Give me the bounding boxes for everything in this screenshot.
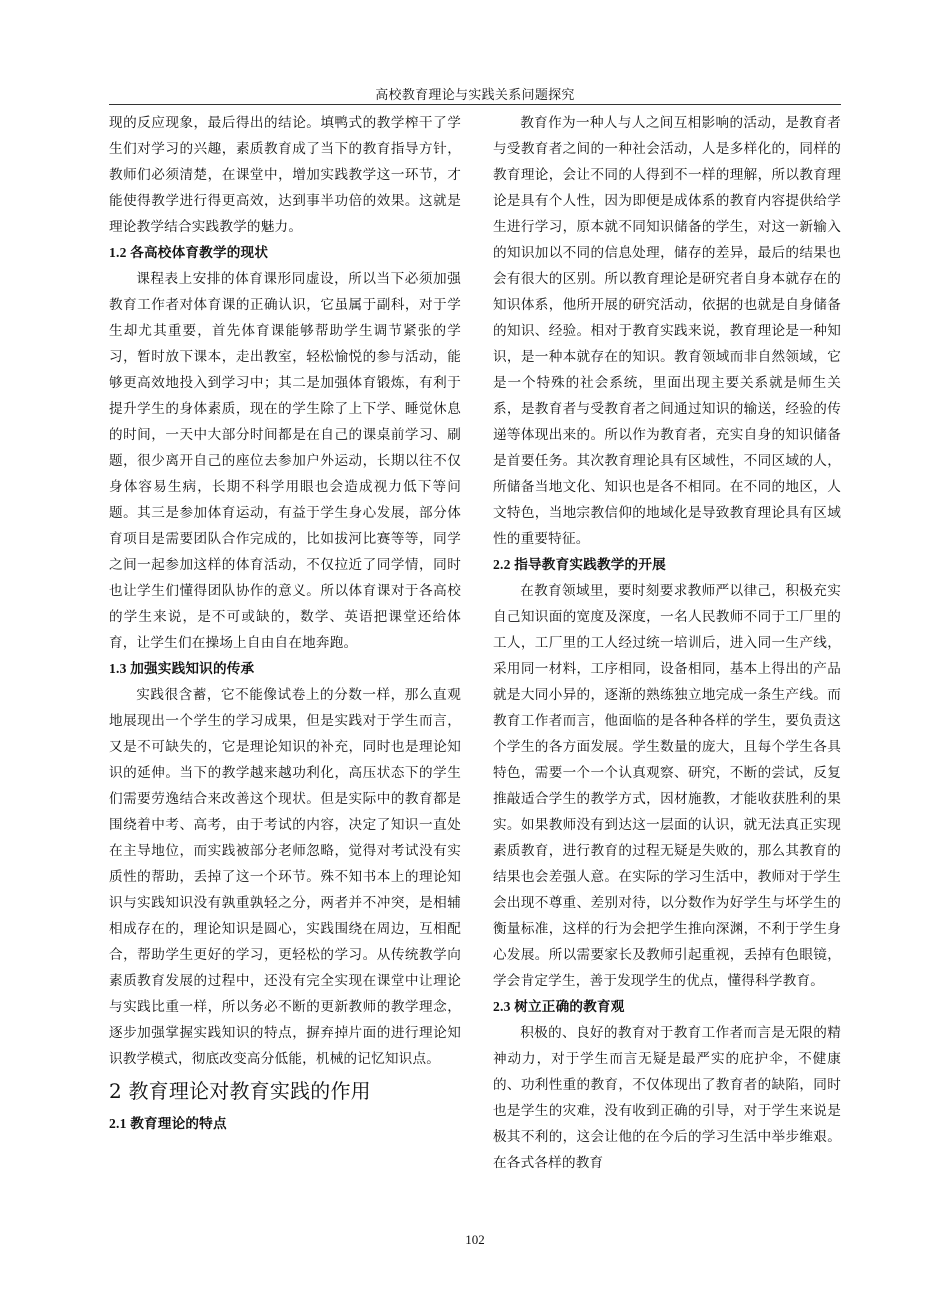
page-number: 102 [465,1232,485,1247]
paragraph-2-2: 在教育领域里，要时刻要求教师严以律己，积极充实自己知识面的宽度及深度，一名人民教师不同于工厂里的工人，工厂里的工人经过统一培训后，进入同一生产线，采用同一材料，工序相同，设备相同，基本上得出的产品就是大同小异的，逐渐的熟练独立地完成一条生产线。而教育工作者而言，他面临的是各种各样的学生，要负责这个学生的各方面发展。学生数量的庞大，且每个学生各具特色，需要一个一个认真观察、研究，不断的尝试，反复推敲适合学生的教学方式，因材施教，才能收获胜利的果实。如果教师没有到达这一层面的认识，就无法真正实现素质教育，进行教育的过程无疑是失败的，那么其教育的结果也会差强人意。在实际的学习生活中，教师对于学生会出现不尊重、差别对待，以分数作为好学生与坏学生的衡量标准，这样的行为会把学生推向深渊，不利于学生身心发展。所以需要家长及教师引起重视，丢掉有色眼镜，学会肯定学生，善于发现学生的优点，懂得科学教育。 [493,583,841,989]
heading-2-1: 2.1 教育理论的特点 [109,1116,227,1131]
paragraph-1-2: 课程表上安排的体育课形同虚设，所以当下必须加强教育工作者对体育课的正确认识，它虽属于副科，对于学生却尤其重要，首先体育课能够帮助学生调节紧张的学习，暂时放下课本，走出教室，轻松愉悦的参与活动，能够更高效地投入到学习中；其二是加强体育锻炼，有利于提升学生的身体素质，现在的学生除了上下学、睡觉休息的时间，一天中大部分时间都是在自己的课桌前学习、刷题，很少离开自己的座位去参加户外运动，长期以往不仅身体容易生病，长期不科学用眼也会造成视力低下等问题。其三是参加体育运动，有益于学生身心发展，部分体育项目是需要团队合作完成的，比如拔河比赛等等，同学之间一起参加这样的体育活动，不仅拉近了同学情，同时也让学生们懂得团队协作的意义。所以体育课对于各高校的学生来说，是不可或缺的，数学、英语把课堂还给体育，让学生们在操场上自由自在地奔跑。 [109,271,461,651]
paragraph-1-3: 实践很含蓄，它不能像试卷上的分数一样，那么直观地展现出一个学生的学习成果，但是实践对于学生而言，又是不可缺失的，它是理论知识的补充，同时也是理论知识的延伸。当下的教学越来越功利化，高压状态下的学生们需要劳逸结合来改善这个现状。但是实际中的教育都是围绕着中考、高考，由于考试的内容，决定了知识一直处在主导地位，而实践被部分老师忽略，觉得对考试没有实质性的帮助，丢掉了这一个环节。殊不知书本上的理论知识与实践知识没有孰重孰轻之分，两者并不冲突，是相辅相成存在的，理论知识是圆心，实践围绕在周边，互相配合，帮助学生更好的学习，更轻松的学习。从传统教学向素质教育发展的过程中，还没有完全实现在课堂中让理论与实践比重一样，所以务必不断的更新教师的教学理念，逐步加强掌握实践知识的特点，摒弃掉片面的进行理论知识教学模式，彻底改变高分低能，机械的记忆知识点。 [109,687,461,1067]
left-column [109,110,461,1137]
header-rule [109,104,841,105]
heading-1-3: 1.3 加强实践知识的传承 [109,661,255,676]
heading-2-3: 2.3 树立正确的教育观 [493,999,625,1014]
section-heading-2: 2 教育理论对教育实践的作用 [109,1079,371,1103]
paragraph-2-1: 教育作为一种人与人之间互相影响的活动，是教育者与受教育者之间的一种社会活动，人是多样化的，同样的教育理论，会让不同的人得到不一样的理解，所以教育理论是具有个人性，因为即便是成体系的教育内容提供给学生进行学习，原本就不同知识储备的学生，对这一新输入的知识加以不同的信息处理，储存的差异，最后的结果也会有很大的区别。所以教育理论是研究者自身本就存在的知识体系，他所开展的研究活动，依据的也就是自身储备的知识、经验。相对于教育实践来说，教育理论是一种知识，是一种本就存在的知识。教育领域而非自然领域，它是一个特殊的社会系统，里面出现主要关系就是师生关系，是教育者与受教育者之间通过知识的输送，经验的传递等体现出来的。所以作为教育者，充实自身的知识储备是首要任务。其次教育理论具有区域性，不同区域的人，所储备当地文化、知识也是各不相同。在不同的地区，人文特色，当地宗教信仰的地域化是导致教育理论具有区域性的重要特征。 [493,115,841,547]
paragraph-intro-continued: 现的反应现象，最后得出的结论。填鸭式的教学榨干了学生们对学习的兴趣，素质教育成了当下的教育指导方针，教师们必须清楚，在课堂中，增加实践教学这一环节，才能使得教学进行得更高效，达到事半功倍的效果。这就是理论教学结合实践教学的魅力。 [109,115,461,235]
running-header: 高校教育理论与实践关系问题探究 [375,88,575,103]
heading-1-2: 1.2 各高校体育教学的现状 [109,245,269,260]
right-column [493,110,841,1176]
paragraph-2-3: 积极的、良好的教育对于教育工作者而言是无限的精神动力，对于学生而言无疑是最严实的庇护伞，不健康的、功利性重的教育，不仅体现出了教育者的缺陷，同时也是学生的灾难，没有收到正确的引导，对于学生来说是极其不利的，这会让他的在今后的学习生活中举步维艰。在各式各样的教育 [493,1025,841,1171]
heading-2-2: 2.2 指导教育实践教学的开展 [493,557,666,572]
